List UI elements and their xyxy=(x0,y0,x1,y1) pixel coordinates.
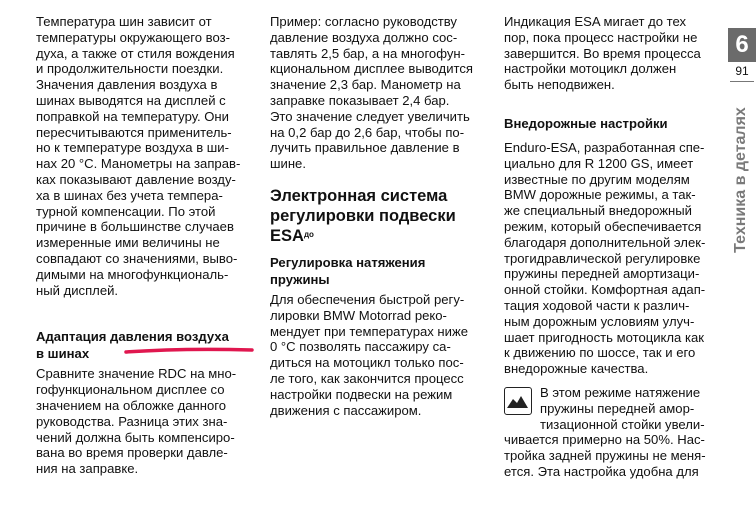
page-number: 91 xyxy=(735,64,749,78)
esa-superscript: до xyxy=(303,229,314,239)
paragraph-quick-adjust: Для обеспечения быстрой регу- лировки BMW Motorrad реко- мендует при температурах ниже 0 °C позволять пассажиру са- диться на мотоцикл только пос- ле того, как закончится процесс настройки подвески на режим движения с пассажиром. xyxy=(270,291,469,418)
paragraph-enduro-esa: Enduro-ESA, разработанная спе- циально для R 1200 GS, имеет известные по другим моделям BMW дорожные режимы, а так- же специальный внедорожный режим, который обеспечивается благодаря дополнительной элек- трогидравлической регулировке пружины передней амортизаци- онной стойки. Комфортная адап- тация ходовой части к различ- ным дорожным условиям улуч- шает пригодность мотоцикла как к движению по шоссе, так и его внедорожные качества. xyxy=(504,139,706,377)
chapter-tab: 6 xyxy=(728,28,756,62)
offroad-mode-block xyxy=(504,385,726,480)
paragraph-esa-indicator: Индикация ESA мигает до тех пор, пока процесс настройки не завершится. Во время процесса настройки мотоцикл должен быть неподвижен. xyxy=(504,14,701,93)
heading-offroad-settings: Внедорожные настройки xyxy=(504,115,668,131)
offroad-mountain-icon xyxy=(504,387,532,415)
page-number-rule xyxy=(730,81,754,82)
text-column-1 xyxy=(36,14,258,477)
pen-underline-annotation xyxy=(124,346,254,356)
heading-esa: Электронная система регулировки подвески $ESA^{до}$ xyxy=(270,186,456,245)
chapter-title-vertical xyxy=(726,90,756,270)
paragraph-tire-temperature: Температура шин зависит от температуры окружающего воз- духа, а также от стиля вождения и продолжительности поездки. Значения давления воздуха в шинах выводятся на дисплей с поправкой на температуру. Они пересчитываются применитель- но к температуре воздуха в ши- нах 20 °C. Манометры на заправ- ках показывают давление возду- ха в шинах без учета темпера- турной компенсации. По этой причине в большинстве случаев измеренные ими величины не совпадают со значениями, выво- димыми на многофункциональ- ный дисплей. xyxy=(36,14,241,298)
chapter-title: Техника в деталях xyxy=(732,107,749,253)
heading-spring-preload: Регулировка натяжения пружины xyxy=(270,254,426,287)
text-column-2 xyxy=(270,14,492,418)
paragraph-offroad-mode: В этом режиме натяжение пружины передней амор- тизационной стойки увели- чивается примерно на 50%. Нас- тройка задней пружины не меня- ется. Эта настройка удобна для xyxy=(504,384,706,479)
paragraph-pressure-example: Пример: согласно руководству давление воздуха должно сос- тавлять 2,5 бар, а на многофун- кциональном дисплее выводится значение 2,3 бар. Манометр на заправке показывает 2,4 бар. Это значение следует увеличить на 0,2 бар до 2,6 бар, чтобы по- лучить правильное давление в шине. xyxy=(270,14,473,172)
paragraph-rdc-compare: Сравните значение RDC на мно- гофункциональном дисплее со значением на обложке данного руководства. Разница этих зна- чений должна быть компенсиро- вана во время проверки давле- ния на заправке. xyxy=(36,366,237,477)
text-column-3 xyxy=(504,14,726,480)
heading-tire-pressure-adaptation: Адаптация давления воздуха в шинах xyxy=(36,329,229,362)
